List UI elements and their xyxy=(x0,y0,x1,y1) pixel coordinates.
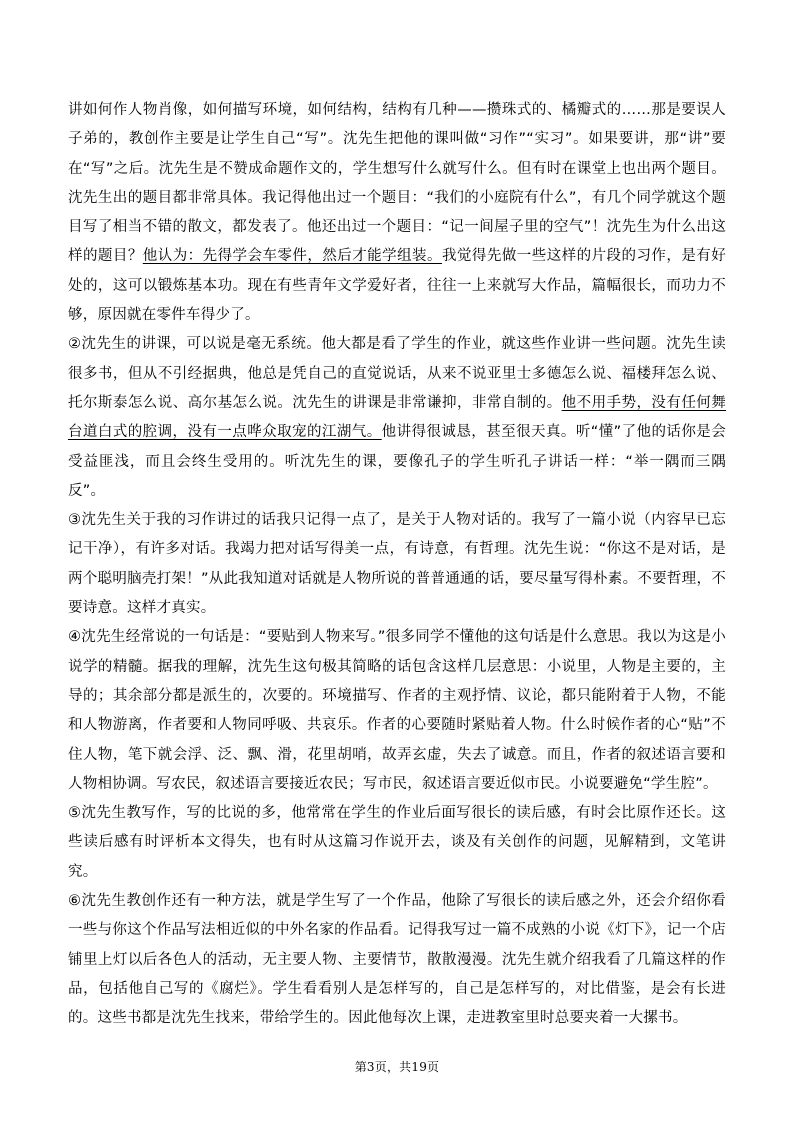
page-footer xyxy=(0,1058,794,1075)
paragraph-2 xyxy=(68,330,726,506)
text-segment: 我觉得先做一些这样的片段的习作，是有好处的，这可以锻炼基本功。现在有些青年文学爱好者，往往一上来就写大作品，篇幅很长，而功力不够，原因就在零件车得少了。 xyxy=(68,248,727,324)
text-segment: 讲如何作人物肖像，如何描写环境，如何结构，结构有几种——攒珠式的、橘瓣式的……那是要误人子弟的，教创作主要是让学生自己“写”。沈先生把他的课叫做“习作”“实习”。如果要讲，那“讲”要在“写”之后。沈先生是不赞成命题作文的，学生想写什么就写什么。但有时在课堂上也出两个题目。沈先生出的题目都非常具体。我记得他出过一个题目：“我们的小庭院有什么”，有几个同学就这个题目写了相当不错的散文，都发表了。他还出过一个题目：“记一间屋子里的空气”！沈先生为什么出这样的题目？ xyxy=(68,102,726,265)
page-number: 第3页，共19页 xyxy=(354,1060,440,1074)
text-segment: ④沈先生经常说的一句话是：“要贴到人物来写。”很多同学不懂他的这句话是什么意思。我以为这是小说学的精髓。据我的理解，沈先生这句极其简略的话包含这样几层意思：小说里，人物是主要的，主导的；其余部分都是派生的，次要的。环境描写、作者的主观抒情、议论，都只能附着于人物，不能和人物游离，作者要和人物同呼吸、共哀乐。作者的心要随时紧贴着人物。什么时候作者的心“贴”不住人物，笔下就会浮、泛、飘、滑，花里胡哨，故弄玄虚，失去了诚意。而且，作者的叙述语言要和人物相协调。写农民，叙述语言要接近农民；写市民，叙述语言要近似市民。小说要避免“学生腔”。 xyxy=(68,629,726,792)
document-body xyxy=(68,96,726,1034)
text-segment: ⑤沈先生教写作，写的比说的多，他常常在学生的作业后面写很长的读后感，有时会比原作还长。这些读后感有时评析本文得失，也有时从这篇习作说开去，谈及有关创作的问题，见解精到，文笔讲究。 xyxy=(68,805,726,880)
text-segment: ⑥沈先生教创作还有一种方法，就是学生写了一个作品，他除了写很长的读后感之外，还会介绍你看一些与你这个作品写法相近似的中外名家的作品看。记得我写过一篇不成熟的小说《灯下》，记一个店铺里上灯以后各色人的活动，无主要人物、主要情节，散散漫漫。沈先生就介绍我看了几篇这样的作品，包括他自己写的《腐烂》。学生看看别人是怎样写的，自己是怎样写的，对比借鉴，是会有长进的。这些书都是沈先生找来，带给学生的。因此他每次上课，走进教室里时总要夹着一大摞书。 xyxy=(68,893,726,1027)
paragraph-5 xyxy=(68,799,726,887)
paragraph-4 xyxy=(68,623,726,799)
underlined-text: 他不用手势，没有任何舞台道白式的腔调，没有一点哗众取宠的江湖气。 xyxy=(68,394,726,441)
paragraph-3 xyxy=(68,506,726,623)
paragraph-6 xyxy=(68,887,726,1033)
text-segment: ③沈先生关于我的习作讲过的话我只记得一点了，是关于人物对话的。我写了一篇小说（内容早已忘记干净），有许多对话。我竭力把对话写得美一点，有诗意，有哲理。沈先生说：“你这不是对话，是两个聪明脑壳打架！”从此我知道对话就是人物所说的普普通通的话，要尽量写得朴素。不要哲理，不要诗意。这样才真实。 xyxy=(68,512,726,617)
paragraph-continued xyxy=(68,96,726,330)
underlined-text: 他认为：先得学会车零件，然后才能学组装。 xyxy=(142,248,442,265)
text-segment: 他讲得很诚恳，甚至很天真。听“懂”了他的话你是会受益匪浅，而且会终生受用的。听沈先生的课，要像孔子的学生听孔子讲话一样：“举一隅而三隅反”。 xyxy=(68,424,726,499)
text-segment: ②沈先生的讲课，可以说是毫无系统。他大都是看了学生的作业，就这些作业讲一些问题。沈先生读很多书，但从不引经据典，他总是凭自己的直觉说话，从来不说亚里士多德怎么说、福楼拜怎么说、托尔斯泰怎么说、高尔基怎么说。沈先生的讲课是非常谦抑，非常自制的。 xyxy=(68,336,726,411)
